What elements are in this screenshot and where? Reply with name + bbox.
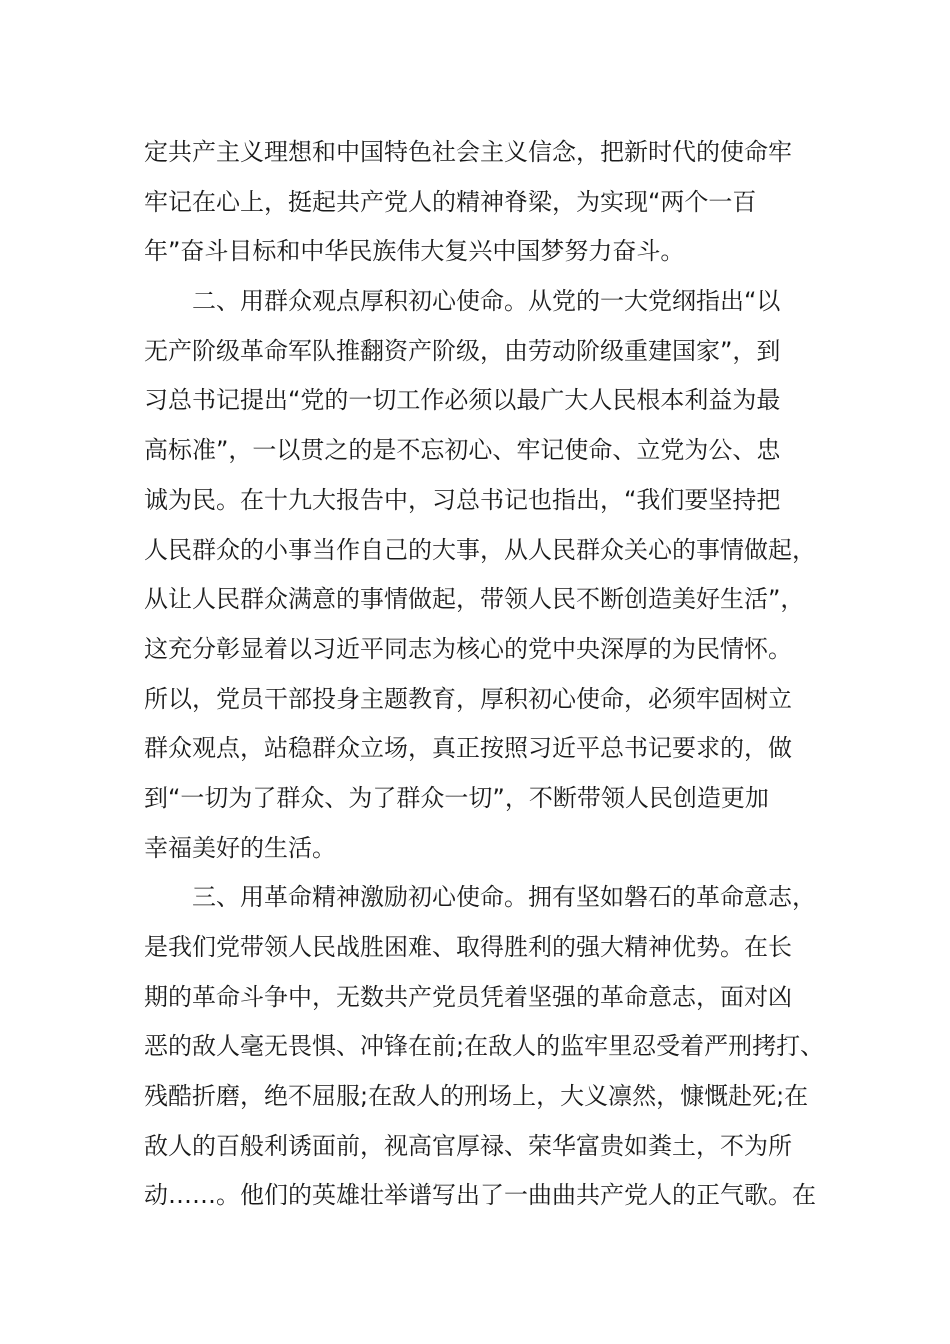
text-line: 残酷折磨，绝不屈服;在敌人的刑场上，大义凛然，慷慨赴死;在: [144, 1082, 809, 1111]
text-line: 定共产主义理想和中国特色社会主义信念，把新时代的使命牢: [144, 138, 792, 166]
text-line: 动……。他们的英雄壮举谱写出了一曲曲共产党人的正气歌。在: [144, 1181, 816, 1210]
text-line: 人民群众的小事当作自己的大事，从人民群众关心的事情做起，: [144, 535, 816, 564]
text-line: 恶的敌人毫无畏惧、冲锋在前;在敌人的监牢里忍受着严刑拷打、: [144, 1032, 825, 1061]
text-line: 幸福美好的生活。: [144, 833, 336, 862]
text-line: 诚为民。在十九大报告中，习总书记也指出，“我们要坚持把: [144, 485, 781, 514]
text-line: 到“一切为了群众、为了群众一切”，不断带领人民创造更加: [144, 783, 769, 812]
text-line: 从让人民群众满意的事情做起，带领人民不断创造美好生活”，: [144, 585, 805, 614]
text-line: 年”奋斗目标和中华民族伟大复兴中国梦努力奋斗。: [144, 237, 685, 266]
text-line: 敌人的百般利诱面前，视高官厚禄、荣华富贵如粪土，不为所: [144, 1131, 792, 1160]
paragraph-start-line: 三、用革命精神激励初心使命。拥有坚如磐石的革命意志，: [192, 883, 816, 912]
text-line: 期的革命斗争中，无数共产党员凭着坚强的革命意志，面对凶: [144, 982, 792, 1011]
text-line: 群众观点，站稳群众立场，真正按照习近平总书记要求的，做: [144, 734, 792, 763]
text-line: 高标准”，一以贯之的是不忘初心、牢记使命、立党为公、忠: [144, 436, 781, 465]
text-line: 是我们党带领人民战胜困难、取得胜利的强大精神优势。在长: [144, 933, 792, 961]
text-line: 习总书记提出“党的一切工作必须以最广大人民根本利益为最: [144, 386, 781, 415]
body-text: [144, 128, 824, 1221]
text-line: 这充分彰显着以习近平同志为核心的党中央深厚的为民情怀。: [144, 634, 792, 663]
text-line: 无产阶级革命军队推翻资产阶级，由劳动阶级重建国家”，到: [144, 336, 781, 365]
paragraph-start-line: 二、用群众观点厚积初心使命。从党的一大党纲指出“以: [192, 287, 781, 316]
text-line: 牢记在心上，挺起共产党人的精神脊梁，为实现“两个一百: [144, 187, 757, 216]
text-line: 所以，党员干部投身主题教育，厚积初心使命，必须牢固树立: [144, 684, 792, 713]
